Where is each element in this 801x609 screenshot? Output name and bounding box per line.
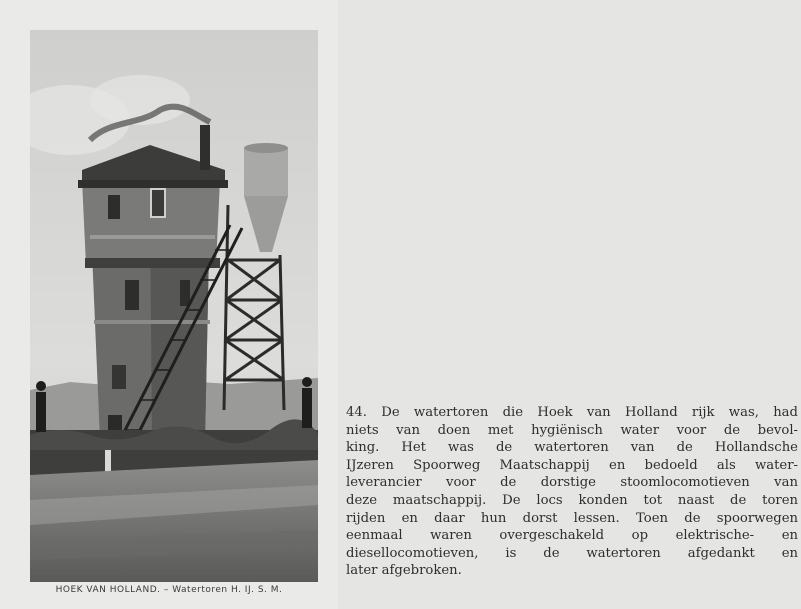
article-line: 44. De watertoren die Hoek van Holland rijk was, had [346, 405, 798, 420]
postcard [0, 0, 338, 609]
article-line: leverancier voor de dorstige stoomlocomotieven van [346, 475, 798, 491]
article-line: rijden en daar hun dorst lessen. Toen de spoorwegen [346, 510, 798, 526]
water-tower-illustration [30, 30, 318, 582]
article-line: deze maatschappij. De locs konden tot naast de toren [346, 492, 798, 508]
article-line: IJzeren Spoorweg Maatschappij en bedoeld als water- [346, 457, 798, 473]
article-text [346, 404, 798, 580]
article-line: diesellocomotieven, is de watertoren afgedankt en [346, 545, 798, 561]
article-line: eenmaal waren overgeschakeld op elektrische- en [346, 528, 798, 544]
article-line: niets van doen met hygiënisch water voor de bevol- [346, 422, 798, 438]
photo-caption: HOEK VAN HOLLAND. – Watertoren H. IJ. S. M. [55, 585, 283, 595]
article-line: king. Het was de watertoren van de Hollandsche [346, 440, 798, 456]
article-line: later afgebroken. [346, 563, 462, 579]
water-tower-photo [30, 30, 318, 582]
